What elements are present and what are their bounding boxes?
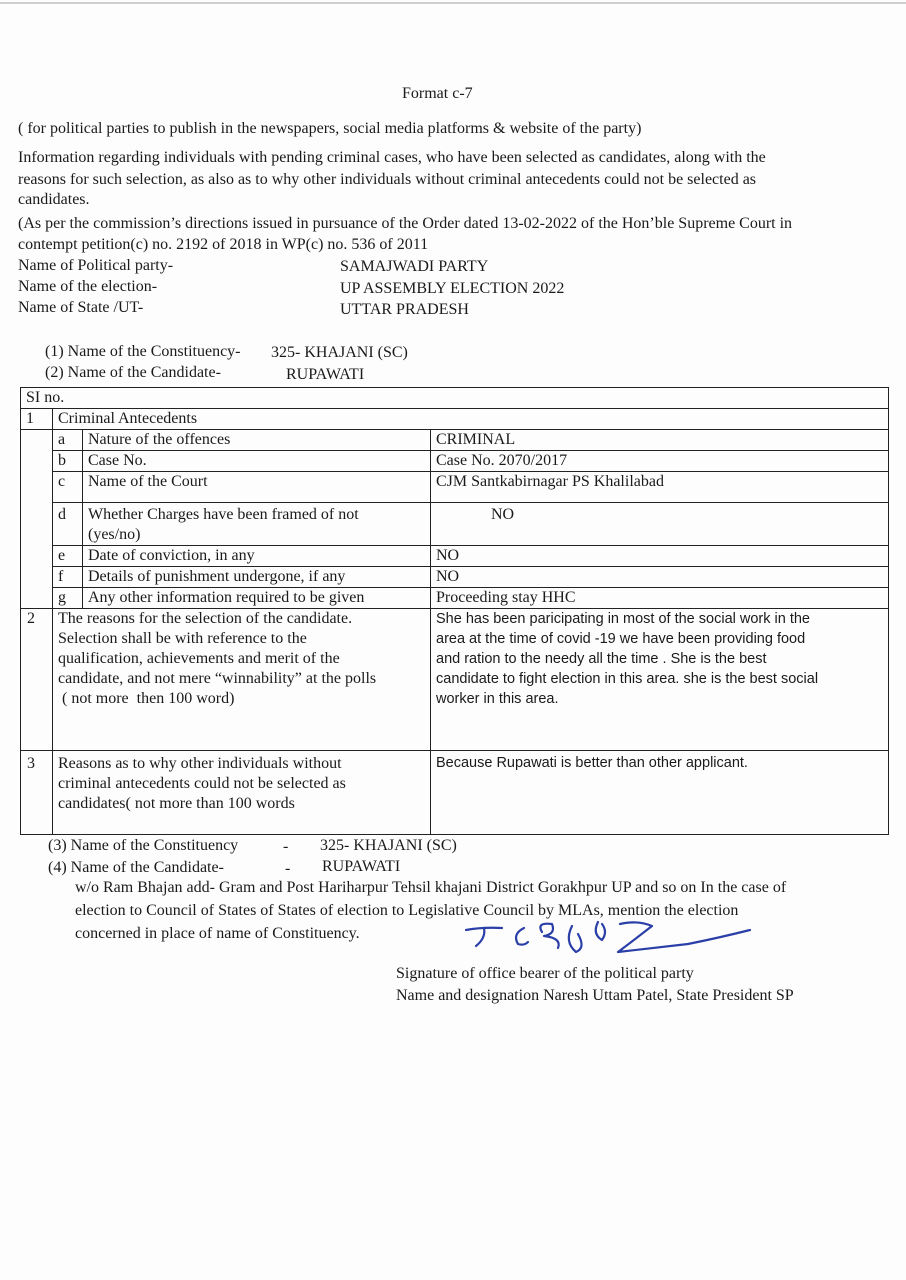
candidate-value-1: RUPAWATI [286, 366, 365, 383]
constituency-label-2: (3) Name of the Constituency [48, 837, 239, 854]
constituency-label-1: (1) Name of the Constituency- [45, 343, 241, 360]
item-letter: f [53, 567, 83, 588]
candidate-label-1: (2) Name of the Candidate- [45, 364, 221, 381]
criminal-antecedents-table [20, 387, 889, 835]
item-letter: c [53, 472, 83, 503]
item-label: Any other information required to be given [83, 588, 431, 609]
item-value: Proceeding stay HHC [431, 588, 889, 609]
constituency-value-1: 325- KHAJANI (SC) [271, 344, 408, 361]
row-number: 1 [21, 409, 53, 430]
item-label: Name of the Court [83, 472, 431, 503]
selection-reasons-label [53, 609, 431, 751]
directions-line-2: contempt petition(c) no. 2192 of 2018 in WP(c) no. 536 of 2011 [18, 236, 429, 253]
item-value: NO [431, 503, 889, 546]
address-line-2: election to Council of States of States of election to Legislative Council by MLAs, mention the election [75, 902, 739, 919]
item-label: Details of punishment undergone, if any [83, 567, 431, 588]
party-value: SAMAJWADI PARTY [340, 258, 489, 275]
state-label: Name of State /UT- [18, 299, 144, 316]
criminal-antecedents-heading: Criminal Antecedents [53, 409, 889, 430]
text-line: The reasons for the selection of the candidate. [58, 610, 353, 627]
text-line: Reasons as to why other individuals without [58, 755, 342, 772]
text-line: candidate, and not mere “winnability” at the polls [58, 670, 377, 687]
item-value: CJM Santkabirnagar PS Khalilabad [431, 472, 889, 503]
selection-reasons-value [431, 609, 889, 751]
sl-no-header: SI no. [21, 388, 889, 409]
item-letter: g [53, 588, 83, 609]
item-letter: b [53, 451, 83, 472]
separator-dash: - [283, 838, 289, 855]
format-title: Format c-7 [402, 85, 473, 102]
item-label [83, 503, 431, 546]
candidate-value-2: RUPAWATI [322, 858, 401, 875]
text-line: ( not more then 100 word) [58, 690, 235, 707]
address-line-1: w/o Ram Bhajan add- Gram and Post Hariharpur Tehsil khajani District Gorakhpur UP and so on In the case of [75, 879, 787, 896]
table-row [21, 430, 889, 451]
table-row [21, 503, 889, 546]
text-line: area at the time of covid -19 we have been providing food [436, 631, 806, 647]
row-number: 3 [21, 751, 53, 835]
item-label: Case No. [83, 451, 431, 472]
candidate-label-2: (4) Name of the Candidate- [48, 859, 224, 876]
row-number-blank [21, 430, 53, 609]
table-header-row [21, 388, 889, 409]
election-label: Name of the election- [18, 278, 158, 295]
item-letter: d [53, 503, 83, 546]
text-line: candidate to fight election in this area. she is the best social [436, 671, 819, 687]
table-row [21, 451, 889, 472]
other-individuals-label [53, 751, 431, 835]
row-number: 2 [21, 609, 53, 751]
item-letter: a [53, 430, 83, 451]
election-value: UP ASSEMBLY ELECTION 2022 [340, 280, 565, 297]
purpose-note: ( for political parties to publish in the newspapers, social media platforms & website of the party) [18, 120, 642, 137]
item-letter: e [53, 546, 83, 567]
text-line: She has been paricipating in most of the social work in the [436, 611, 810, 627]
item-value: NO [431, 546, 889, 567]
table-row [21, 609, 889, 751]
item-value: CRIMINAL [431, 430, 889, 451]
table-row [21, 546, 889, 567]
item-label: Date of conviction, in any [83, 546, 431, 567]
text-line: qualification, achievements and merit of the [58, 650, 340, 667]
table-row [21, 567, 889, 588]
item-label-line: Whether Charges have been framed of not [88, 506, 359, 523]
signature-caption: Signature of office bearer of the political party [396, 965, 694, 982]
table-row [21, 588, 889, 609]
text-line: and ration to the needy all the time . She is the best [436, 651, 767, 667]
text-line: Selection shall be with reference to the [58, 630, 307, 647]
table-row [21, 409, 889, 430]
table-row [21, 751, 889, 835]
text-line: candidates( not more than 100 words [58, 795, 295, 812]
state-value: UTTAR PRADESH [340, 301, 469, 318]
separator-dash: - [285, 860, 291, 877]
text-line: worker in this area. [436, 691, 559, 707]
text-line: criminal antecedents could not be selected as [58, 775, 346, 792]
table-row [21, 472, 889, 503]
directions-line-1: (As per the commission’s directions issued in pursuance of the Order dated 13-02-2022 of the Hon’ble Supreme Court in [18, 215, 793, 232]
constituency-value-2: 325- KHAJANI (SC) [320, 837, 457, 854]
item-value: Case No. 2070/2017 [431, 451, 889, 472]
info-line-2: reasons for such selection, as also as to why other individuals without criminal antecedents could not be selected as [18, 171, 757, 188]
other-individuals-value: Because Rupawati is better than other applicant. [431, 751, 889, 835]
scan-top-edge [0, 2, 906, 4]
item-value: NO [431, 567, 889, 588]
item-label-line: (yes/no) [88, 526, 141, 543]
info-line-3: candidates. [18, 191, 90, 208]
office-bearer-designation: Name and designation Naresh Uttam Patel, State President SP [396, 987, 794, 1004]
info-line-1: Information regarding individuals with pending criminal cases, who have been selected as candidates, along with the [18, 149, 766, 166]
party-label: Name of Political party- [18, 257, 174, 274]
address-line-3: concerned in place of name of Constituency. [75, 925, 360, 942]
item-label: Nature of the offences [83, 430, 431, 451]
